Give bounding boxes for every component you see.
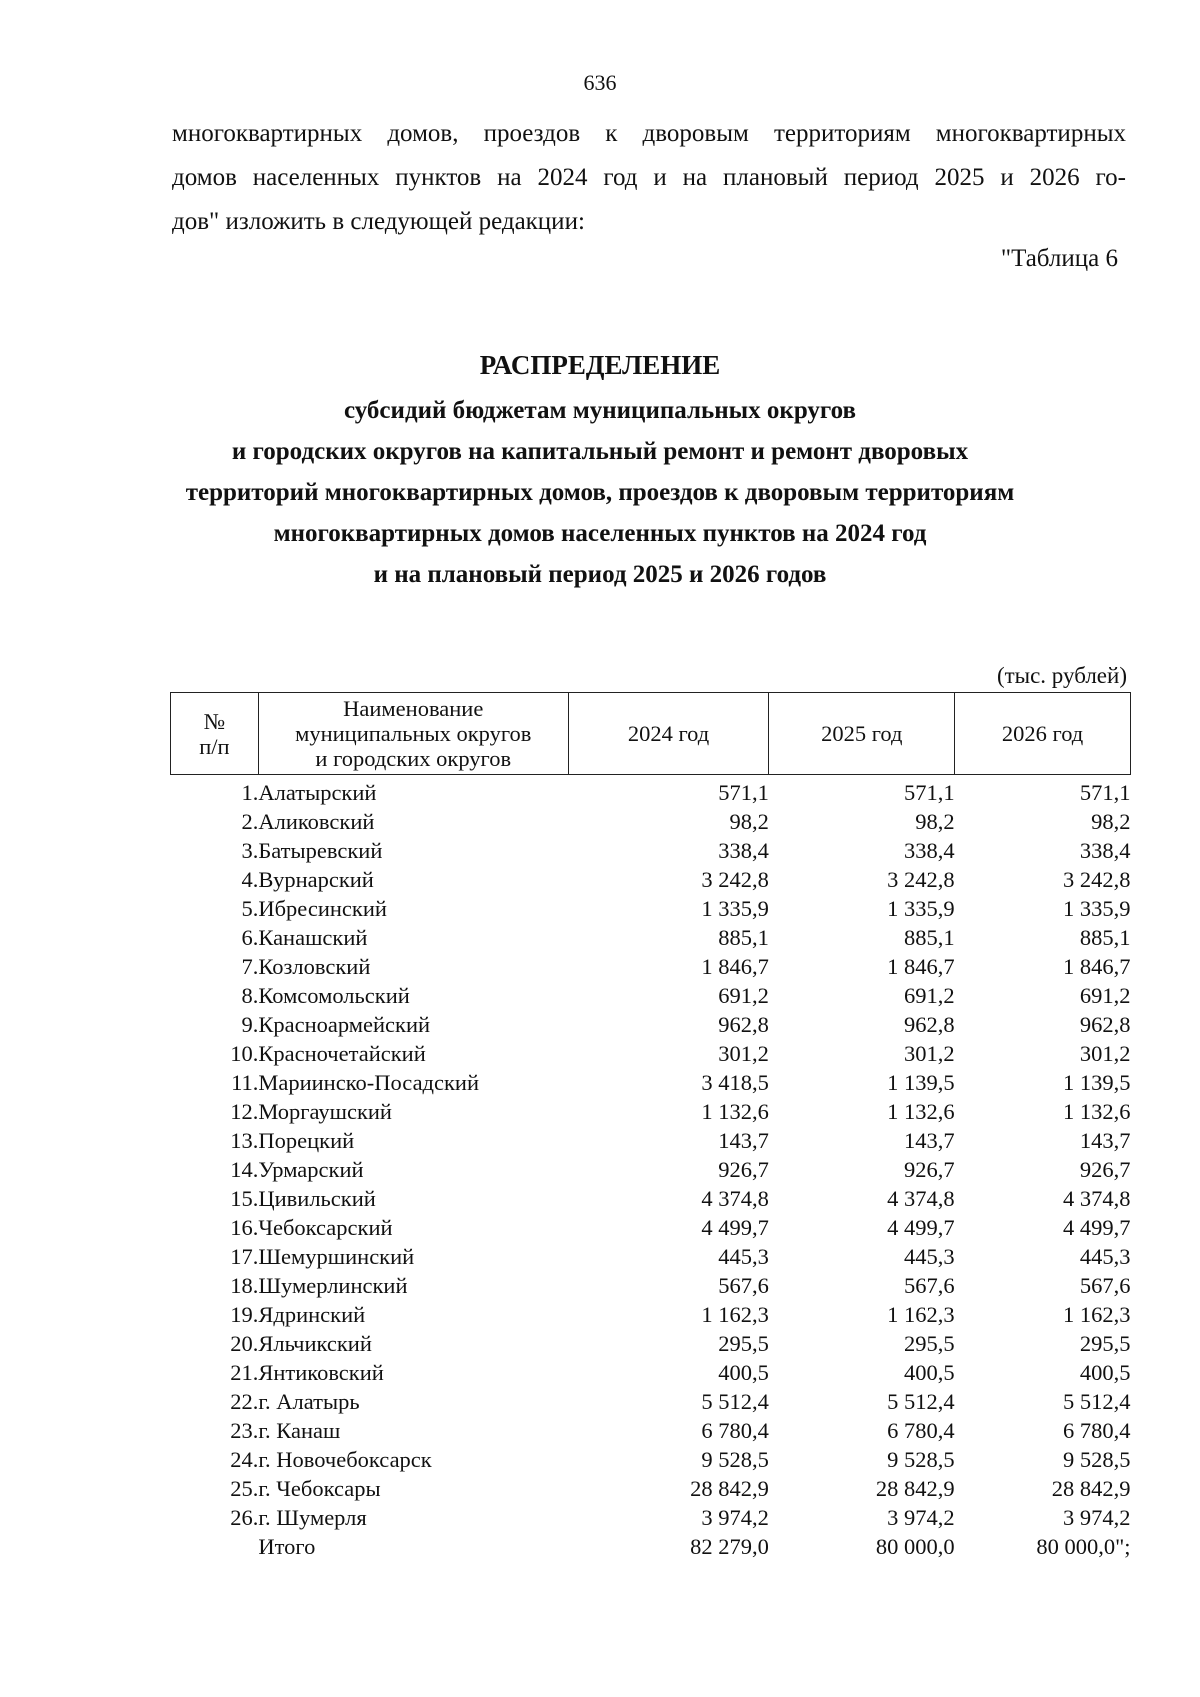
municipality-name: Батыревский	[258, 838, 383, 863]
value-2025: 295,5	[904, 1331, 955, 1356]
municipality-name: Вурнарский	[258, 867, 374, 892]
row-number: 7.	[241, 954, 259, 979]
table-row	[171, 1126, 1131, 1155]
value-2026: 1 132,6	[1063, 1099, 1131, 1124]
value-2024: 567,6	[718, 1273, 769, 1298]
row-number: 4.	[241, 867, 259, 892]
value-2026: 338,4	[1079, 838, 1131, 863]
table-header-row	[171, 693, 1131, 775]
municipality-name: Моргаушский	[258, 1099, 392, 1124]
value-2025: 98,2	[915, 809, 955, 834]
value-2024: 1 162,3	[701, 1302, 769, 1327]
value-2026: 885,1	[1079, 925, 1131, 950]
row-number: 20.	[230, 1331, 259, 1356]
table-row	[171, 836, 1131, 865]
intro-line: многоквартирных домов, проездов к дворовым территориям многоквартирных	[172, 120, 1126, 147]
value-2025: 6 780,4	[887, 1418, 955, 1443]
value-2024: 3 974,2	[701, 1505, 769, 1530]
value-2024: 3 418,5	[701, 1070, 769, 1095]
municipality-name: г. Алатырь	[258, 1389, 360, 1414]
value-2024: 301,2	[718, 1041, 769, 1066]
value-2026: 1 335,9	[1063, 896, 1131, 921]
unit-label: (тыс. рублей)	[996, 663, 1127, 688]
value-2026: 9 528,5	[1063, 1447, 1131, 1472]
value-2024: 338,4	[718, 838, 769, 863]
value-2024: 691,2	[718, 983, 769, 1008]
page-number: 636	[583, 70, 617, 95]
value-2025: 9 528,5	[887, 1447, 955, 1472]
value-2025: 338,4	[904, 838, 955, 863]
value-2026: 567,6	[1079, 1273, 1131, 1298]
row-number: 12.	[230, 1099, 259, 1124]
total-row	[171, 1532, 1131, 1561]
municipality-name: Красночетайский	[258, 1041, 426, 1066]
row-number: 26.	[230, 1505, 259, 1530]
table-row	[171, 1445, 1131, 1474]
value-2025: 143,7	[904, 1128, 955, 1153]
value-2026: 445,3	[1079, 1244, 1131, 1269]
table-row	[171, 1358, 1131, 1387]
municipality-name: г. Канаш	[258, 1418, 341, 1443]
row-number: 9.	[241, 1012, 259, 1037]
value-2026: 4 374,8	[1063, 1186, 1131, 1211]
municipality-name: Мариинско-Посадский	[258, 1070, 479, 1095]
table-row	[171, 1213, 1131, 1242]
value-2026: 28 842,9	[1051, 1476, 1131, 1501]
value-2025: 1 846,7	[887, 954, 955, 979]
value-2026: 143,7	[1079, 1128, 1131, 1153]
value-2024: 400,5	[718, 1360, 769, 1385]
municipality-name: Порецкий	[258, 1128, 355, 1153]
value-2026: 691,2	[1079, 983, 1131, 1008]
value-2025: 4 374,8	[887, 1186, 955, 1211]
value-2024: 28 842,9	[690, 1476, 769, 1501]
row-number: 19.	[230, 1302, 259, 1327]
municipality-name: Ядринский	[258, 1302, 366, 1327]
row-number: 2.	[241, 809, 259, 834]
row-number: 6.	[241, 925, 259, 950]
value-2025: 885,1	[904, 925, 955, 950]
heading-title: РАСПРЕДЕЛЕНИЕ	[479, 350, 721, 380]
table-row	[171, 807, 1131, 836]
value-2024: 295,5	[718, 1331, 769, 1356]
value-2024: 98,2	[729, 809, 769, 834]
row-number: 14.	[230, 1157, 259, 1182]
table-row	[171, 981, 1131, 1010]
value-2024: 143,7	[718, 1128, 769, 1153]
table-row	[171, 1155, 1131, 1184]
value-2026: 6 780,4	[1063, 1418, 1131, 1443]
table-row	[171, 952, 1131, 981]
total-number	[171, 1532, 259, 1561]
municipality-name: Аликовский	[258, 809, 375, 834]
table-row	[171, 1329, 1131, 1358]
table-row	[171, 1416, 1131, 1445]
header-number: № п/п	[171, 693, 259, 775]
value-2026: 3 242,8	[1063, 867, 1131, 892]
heading-line: субсидий бюджетам муниципальных округов	[344, 397, 856, 424]
intro-line: дов" изложить в следующей редакции:	[172, 208, 585, 235]
value-2024: 445,3	[718, 1244, 769, 1269]
table-row	[171, 1242, 1131, 1271]
table-row	[171, 923, 1131, 952]
row-number: 15.	[230, 1186, 259, 1211]
value-2026: 400,5	[1079, 1360, 1131, 1385]
value-2024: 1 335,9	[701, 896, 769, 921]
row-number: 24.	[230, 1447, 259, 1472]
value-2025: 1 139,5	[887, 1070, 955, 1095]
total-value-2024: 82 279,0	[690, 1534, 769, 1559]
value-2024: 6 780,4	[701, 1418, 769, 1443]
value-2024: 1 846,7	[701, 954, 769, 979]
table-row	[171, 1068, 1131, 1097]
value-2024: 1 132,6	[701, 1099, 769, 1124]
value-2024: 9 528,5	[701, 1447, 769, 1472]
value-2024: 3 242,8	[701, 867, 769, 892]
intro-paragraph	[172, 112, 1126, 244]
municipality-name: Янтиковский	[258, 1360, 384, 1385]
header-name: Наименование муниципальных округов и городских округов	[258, 693, 568, 775]
distribution-table	[170, 692, 1131, 1561]
header-2026: 2026 год	[955, 693, 1131, 775]
row-number: 1.	[241, 780, 259, 805]
table-row	[171, 1503, 1131, 1532]
municipality-name: Козловский	[258, 954, 371, 979]
value-2024: 571,1	[718, 780, 769, 805]
value-2026: 295,5	[1079, 1331, 1131, 1356]
value-2026: 1 139,5	[1063, 1070, 1131, 1095]
value-2026: 3 974,2	[1063, 1505, 1131, 1530]
table-row	[171, 865, 1131, 894]
row-number: 23.	[230, 1418, 259, 1443]
value-2025: 1 132,6	[887, 1099, 955, 1124]
value-2024: 4 499,7	[701, 1215, 769, 1240]
value-2025: 400,5	[904, 1360, 955, 1385]
table-row	[171, 1474, 1131, 1503]
value-2024: 4 374,8	[701, 1186, 769, 1211]
heading-line: многоквартирных домов населенных пунктов на 2024 год	[273, 520, 927, 547]
value-2025: 3 242,8	[887, 867, 955, 892]
municipality-name: г. Чебоксары	[258, 1476, 381, 1501]
value-2026: 571,1	[1079, 780, 1131, 805]
total-label: Итого	[258, 1534, 316, 1559]
row-number: 22.	[230, 1389, 259, 1414]
row-number: 13.	[230, 1128, 259, 1153]
value-2025: 1 162,3	[887, 1302, 955, 1327]
row-number: 10.	[230, 1041, 259, 1066]
municipality-name: Яльчикский	[258, 1331, 372, 1356]
value-2025: 962,8	[904, 1012, 955, 1037]
municipality-name: г. Шумерля	[258, 1505, 367, 1530]
value-2026: 1 846,7	[1063, 954, 1131, 979]
table-row	[171, 1300, 1131, 1329]
table-row	[171, 1271, 1131, 1300]
municipality-name: Канашский	[258, 925, 368, 950]
value-2025: 28 842,9	[875, 1476, 955, 1501]
value-2026: 4 499,7	[1063, 1215, 1131, 1240]
value-2026: 1 162,3	[1063, 1302, 1131, 1327]
municipality-name: Комсомольский	[258, 983, 410, 1008]
total-value-2025: 80 000,0	[875, 1534, 955, 1559]
header-2024: 2024 год	[568, 693, 769, 775]
value-2025: 571,1	[904, 780, 955, 805]
value-2024: 885,1	[718, 925, 769, 950]
row-number: 21.	[230, 1360, 259, 1385]
row-number: 3.	[241, 838, 259, 863]
row-number: 25.	[230, 1476, 259, 1501]
table-body	[171, 775, 1131, 1562]
municipality-name: Шумерлинский	[258, 1273, 408, 1298]
municipality-name: Ибресинский	[258, 896, 387, 921]
table-row	[171, 775, 1131, 808]
value-2025: 926,7	[904, 1157, 955, 1182]
table-row	[171, 1097, 1131, 1126]
value-2026: 98,2	[1091, 809, 1131, 834]
row-number: 17.	[230, 1244, 259, 1269]
table-row	[171, 1387, 1131, 1416]
value-2025: 1 335,9	[887, 896, 955, 921]
table-reference: "Таблица 6	[1000, 245, 1118, 272]
table-row	[171, 1010, 1131, 1039]
heading-line: и на плановый период 2025 и 2026 годов	[373, 561, 827, 588]
row-number: 18.	[230, 1273, 259, 1298]
municipality-name: Алатырский	[258, 780, 377, 805]
value-2025: 445,3	[904, 1244, 955, 1269]
municipality-name: Шемуршинский	[258, 1244, 415, 1269]
value-2026: 926,7	[1079, 1157, 1131, 1182]
value-2025: 301,2	[904, 1041, 955, 1066]
row-number: 5.	[241, 896, 259, 921]
value-2025: 567,6	[904, 1273, 955, 1298]
heading-line: и городских округов на капитальный ремонт и ремонт дворовых	[231, 438, 969, 465]
heading-line: территорий многоквартирных домов, проездов к дворовым территориям	[185, 479, 1015, 506]
municipality-name: Цивильский	[258, 1186, 376, 1211]
municipality-name: Урмарский	[258, 1157, 364, 1182]
value-2024: 962,8	[718, 1012, 769, 1037]
value-2025: 5 512,4	[887, 1389, 955, 1414]
value-2026: 962,8	[1079, 1012, 1131, 1037]
municipality-name: Чебоксарский	[258, 1215, 393, 1240]
header-2025: 2025 год	[769, 693, 955, 775]
value-2025: 691,2	[904, 983, 955, 1008]
value-2024: 926,7	[718, 1157, 769, 1182]
table-row	[171, 1184, 1131, 1213]
total-value-2026: 80 000,0";	[1036, 1534, 1131, 1559]
intro-line: домов населенных пунктов на 2024 год и на плановый период 2025 и 2026 го-	[172, 164, 1126, 191]
value-2025: 4 499,7	[887, 1215, 955, 1240]
value-2026: 5 512,4	[1063, 1389, 1131, 1414]
table-row	[171, 894, 1131, 923]
municipality-name: г. Новочебоксарск	[258, 1447, 432, 1472]
value-2024: 5 512,4	[701, 1389, 769, 1414]
municipality-name: Красноармейский	[258, 1012, 431, 1037]
row-number: 16.	[230, 1215, 259, 1240]
value-2026: 301,2	[1079, 1041, 1131, 1066]
value-2025: 3 974,2	[887, 1505, 955, 1530]
row-number: 11.	[231, 1070, 259, 1095]
row-number: 8.	[241, 983, 259, 1008]
document-heading	[0, 345, 1200, 595]
table-row	[171, 1039, 1131, 1068]
